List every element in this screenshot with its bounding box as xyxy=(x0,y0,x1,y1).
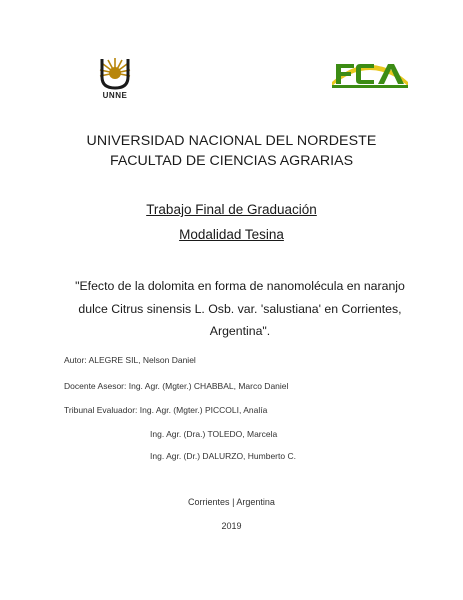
advisor-line: Docente Asesor: Ing. Agr. (Mgter.) CHABBAL, Marco Daniel xyxy=(64,381,289,391)
unne-logo-text: UNNE xyxy=(102,91,128,100)
thesis-title-line-3: Argentina". xyxy=(209,324,271,338)
thesis-title-line-2: dulce Citrus sinensis L. Osb. var. 'salustiana' en Corrientes, xyxy=(78,302,402,316)
modality-heading: Modalidad Tesina xyxy=(179,227,284,242)
faculty-name: FACULTAD DE CIENCIAS AGRARIAS xyxy=(109,153,354,169)
tribunal-line-3: Ing. Agr. (Dr.) DALURZO, Humberto C. xyxy=(150,451,296,461)
work-type-heading: Trabajo Final de Graduación xyxy=(146,202,317,217)
author-line: Autor: ALEGRE SIL, Nelson Daniel xyxy=(64,355,196,365)
fca-logo-icon xyxy=(330,52,410,90)
tribunal-line-2: Ing. Agr. (Dra.) TOLEDO, Marcela xyxy=(150,429,278,439)
place-text: Corrientes | Argentina xyxy=(188,497,275,507)
year-text: 2019 xyxy=(221,521,242,531)
university-name: UNIVERSIDAD NACIONAL DEL NORDESTE xyxy=(86,133,377,149)
thesis-title-line-1: "Efecto de la dolomita en forma de nanomolécula en naranjo xyxy=(75,279,405,293)
tribunal-line-1: Tribunal Evaluador: Ing. Agr. (Mgter.) PICCOLI, Analía xyxy=(64,405,268,415)
